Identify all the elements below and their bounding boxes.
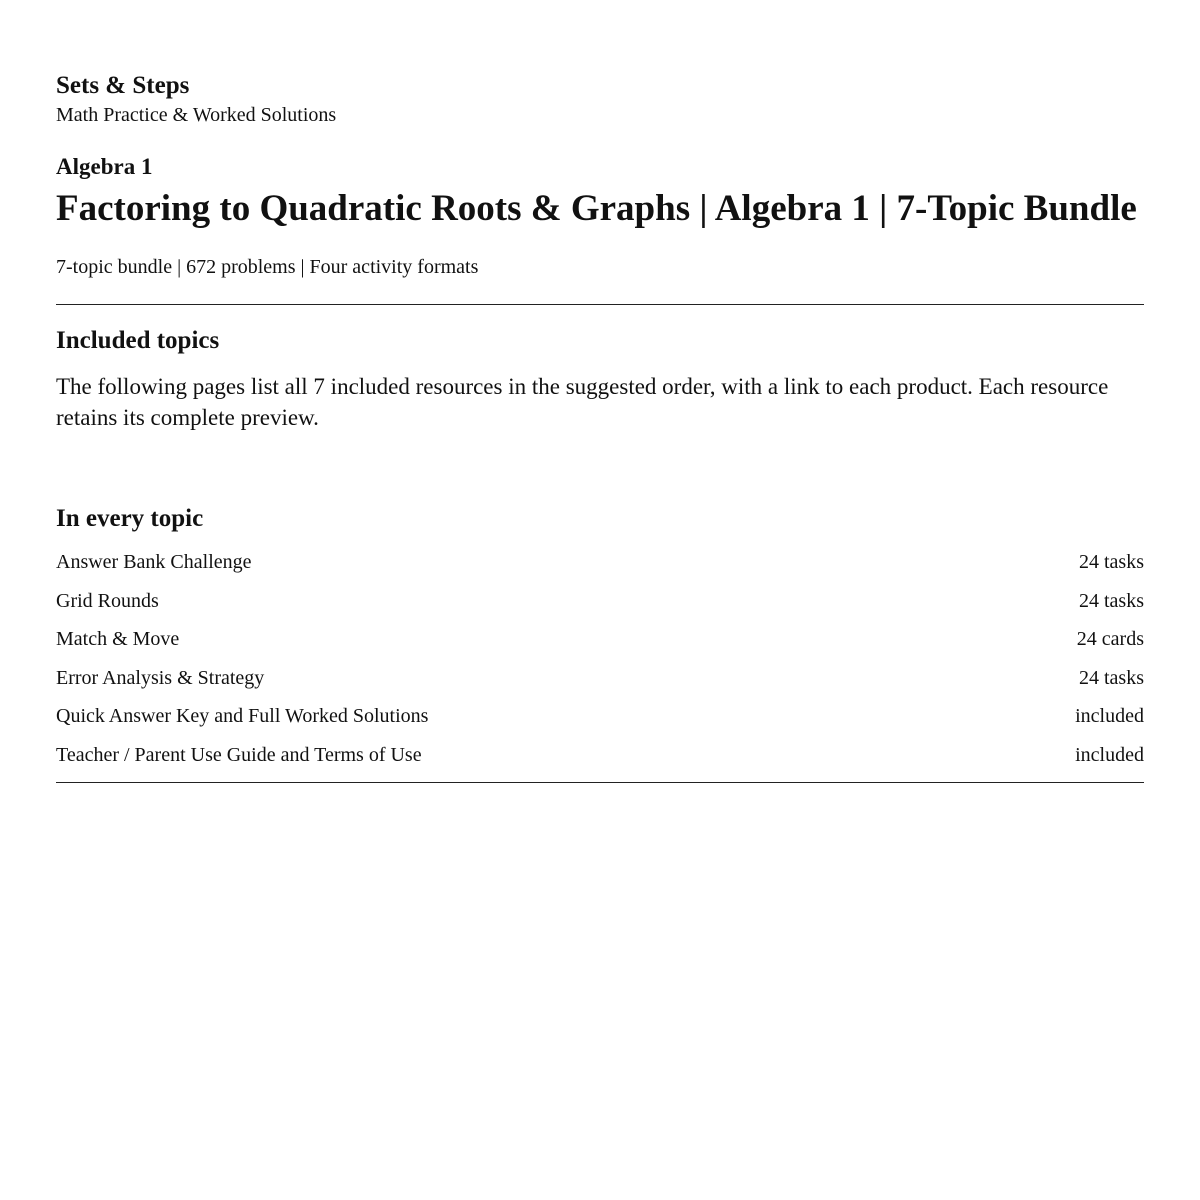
list-item — [56, 703, 1144, 742]
course-label: Algebra 1 — [56, 154, 153, 179]
item-value: included — [1075, 705, 1144, 727]
list-item — [56, 626, 1144, 665]
every-topic-list — [56, 549, 1144, 780]
brand-tagline: Math Practice & Worked Solutions — [56, 104, 337, 126]
item-label: Quick Answer Key and Full Worked Solutions — [56, 705, 429, 727]
list-item — [56, 742, 1144, 781]
list-item — [56, 549, 1144, 588]
item-value: 24 tasks — [1079, 666, 1144, 689]
item-label: Error Analysis & Strategy — [56, 666, 265, 689]
list-item — [56, 665, 1144, 704]
top-divider — [56, 304, 1144, 305]
item-label: Teacher / Parent Use Guide and Terms of Use — [56, 743, 422, 766]
included-topics-description: The following pages list all 7 included resources in the suggested order, with a link to each product. Each resource retains its complete preview. — [56, 374, 1109, 430]
item-label: Match & Move — [56, 628, 180, 650]
product-meta: 7-topic bundle | 672 problems | Four activity formats — [56, 256, 479, 278]
item-value: 24 tasks — [1079, 551, 1144, 573]
brand-name: Sets & Steps — [56, 72, 190, 99]
document-page — [56, 70, 1144, 783]
item-value: 24 cards — [1076, 628, 1144, 650]
bottom-divider — [56, 782, 1144, 783]
item-label: Grid Rounds — [56, 589, 159, 612]
product-title: Factoring to Quadratic Roots & Graphs | Algebra 1 | 7-Topic Bundle — [56, 188, 1137, 229]
brand-header — [56, 70, 1144, 128]
list-item — [56, 588, 1144, 627]
item-value: 24 tasks — [1079, 589, 1144, 612]
item-value: included — [1075, 743, 1144, 766]
item-label: Answer Bank Challenge — [56, 551, 252, 573]
included-topics-heading: Included topics — [56, 327, 220, 354]
every-topic-heading: In every topic — [56, 505, 204, 532]
